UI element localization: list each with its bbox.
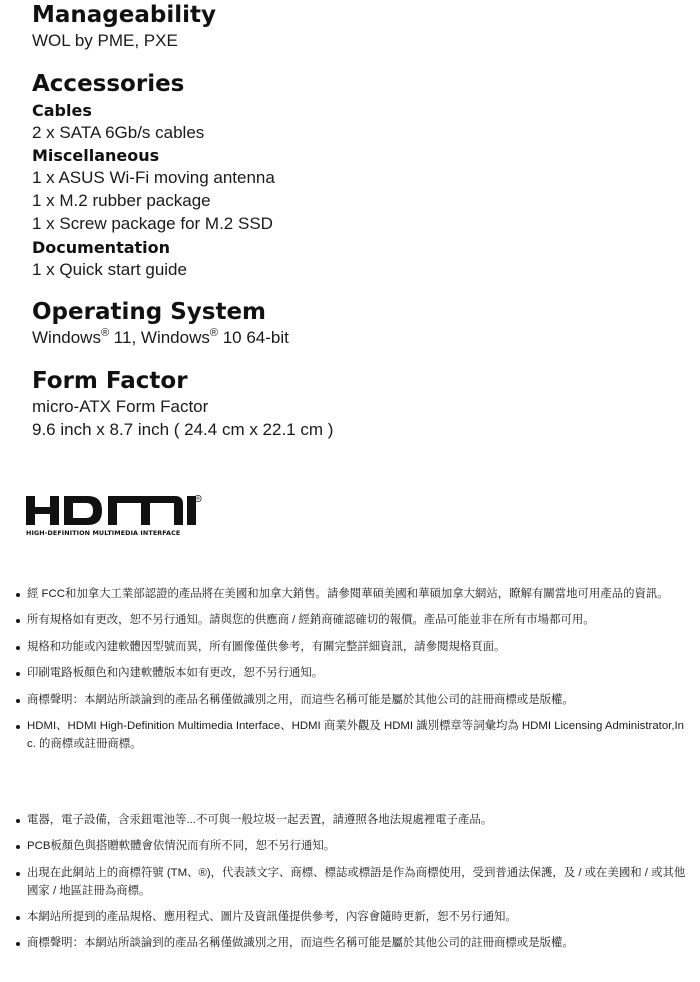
- disclaimer-item: PCB板顏色與搭贈軟體會依情況而有所不同，恕不另行通知。: [13, 838, 689, 856]
- os-text: 10 64-bit: [217, 328, 289, 348]
- spec-list: [32, 0, 672, 457]
- hdmi-registered-mark: ®: [195, 497, 201, 503]
- form-factor-value: micro-ATX Form Factor: [32, 396, 209, 416]
- disclaimer-list: [13, 812, 689, 962]
- misc-item: 1 x Screw package for M.2 SSD: [32, 213, 273, 233]
- bullet-icon: [16, 819, 20, 823]
- bullet-icon: [16, 672, 20, 676]
- disclaimer-item: HDMI、HDMI High-Definition Multimedia Interface、HDMI 商業外觀及 HDMI 識別標章等詞彙均為 HDMI Licensing Administrator,Inc. 的商標或註冊商標。: [13, 718, 689, 754]
- misc-item: 1 x ASUS Wi-Fi moving antenna: [32, 168, 275, 188]
- bullet-icon: [16, 942, 20, 946]
- registered-mark: ®: [209, 327, 218, 340]
- bullet-icon: [16, 872, 20, 876]
- bullet-icon: [16, 646, 20, 650]
- os-text: 11, Windows: [109, 328, 210, 348]
- bullet-icon: [16, 593, 20, 597]
- bullet-icon: [16, 725, 20, 729]
- bullet-icon: [16, 916, 20, 920]
- documentation-item: 1 x Quick start guide: [32, 259, 187, 279]
- manageability-heading: Manageability: [32, 2, 216, 28]
- form-factor-section: [32, 366, 672, 441]
- disclaimer-item: 商標聲明：本網站所談論到的產品名稱僅做識別之用，而這些名稱可能是屬於其他公司的註冊商標或是版權。: [13, 692, 689, 710]
- disclaimer-item: 商標聲明：本網站所談論到的產品名稱僅做識別之用，而這些名稱可能是屬於其他公司的註冊商標或是版權。: [13, 935, 689, 953]
- bullet-icon: [16, 845, 20, 849]
- hdmi-tagline: HIGH-DEFINITION MULTIMEDIA INTERFACE: [26, 529, 181, 537]
- accessories-heading: Accessories: [32, 70, 185, 97]
- disclaimer-item: 印刷電路板顏色和內建軟體版本如有更改，恕不另行通知。: [13, 665, 689, 683]
- form-factor-heading: Form Factor: [32, 367, 188, 394]
- documentation-subheading: Documentation: [32, 237, 171, 257]
- os-value: [32, 327, 672, 350]
- cables-subheading: Cables: [32, 100, 92, 120]
- disclaimer-list: [13, 586, 689, 762]
- registered-mark: ®: [100, 327, 110, 340]
- miscellaneous-subheading: Miscellaneous: [32, 146, 160, 166]
- accessories-section: [32, 69, 672, 282]
- os-section: [32, 297, 672, 350]
- disclaimer-item: 出現在此網站上的商標符號 (TM、®)，代表該文字、商標、標誌或標語是作為商標使用，受到普通法保護，及 / 或在美國和 / 或其他國家 / 地區註冊為商標。: [13, 865, 689, 901]
- disclaimer-item: 規格和功能或內建軟體因型號而異，所有圖像僅供參考，有關完整詳細資訊，請參閱規格頁面。: [13, 639, 689, 657]
- cables-item: 2 x SATA 6Gb/s cables: [32, 122, 205, 142]
- disclaimer-item: 本網站所提到的產品規格、應用程式、圖片及資訊僅提供參考，內容會隨時更新，恕不另行通知。: [13, 909, 689, 927]
- misc-item: 1 x M.2 rubber package: [32, 191, 211, 211]
- os-text: Windows: [32, 328, 101, 348]
- disclaimer-item: 電器，電子設備，含汞鈕電池等...不可與一般垃圾一起丟置，請遵照各地法規處裡電子產品。: [13, 812, 689, 830]
- bullet-icon: [16, 619, 20, 623]
- disclaimer-item: 所有規格如有更改，恕不另行通知。請與您的供應商 / 經銷商確認確切的報價。產品可能並非在所有市場都可用。: [13, 612, 689, 630]
- os-heading: Operating System: [32, 299, 267, 326]
- disclaimer-item: 經 FCC和加拿大工業部認證的產品將在美國和加拿大銷售。請參閱華碩美國和華碩加拿大網站，瞭解有關當地可用產品的資訊。: [13, 586, 689, 604]
- bullet-icon: [16, 699, 20, 703]
- form-factor-dimensions: 9.6 inch x 8.7 inch ( 24.4 cm x 22.1 cm ): [32, 419, 334, 439]
- manageability-section: [32, 0, 672, 53]
- manageability-value: WOL by PME, PXE: [32, 31, 178, 50]
